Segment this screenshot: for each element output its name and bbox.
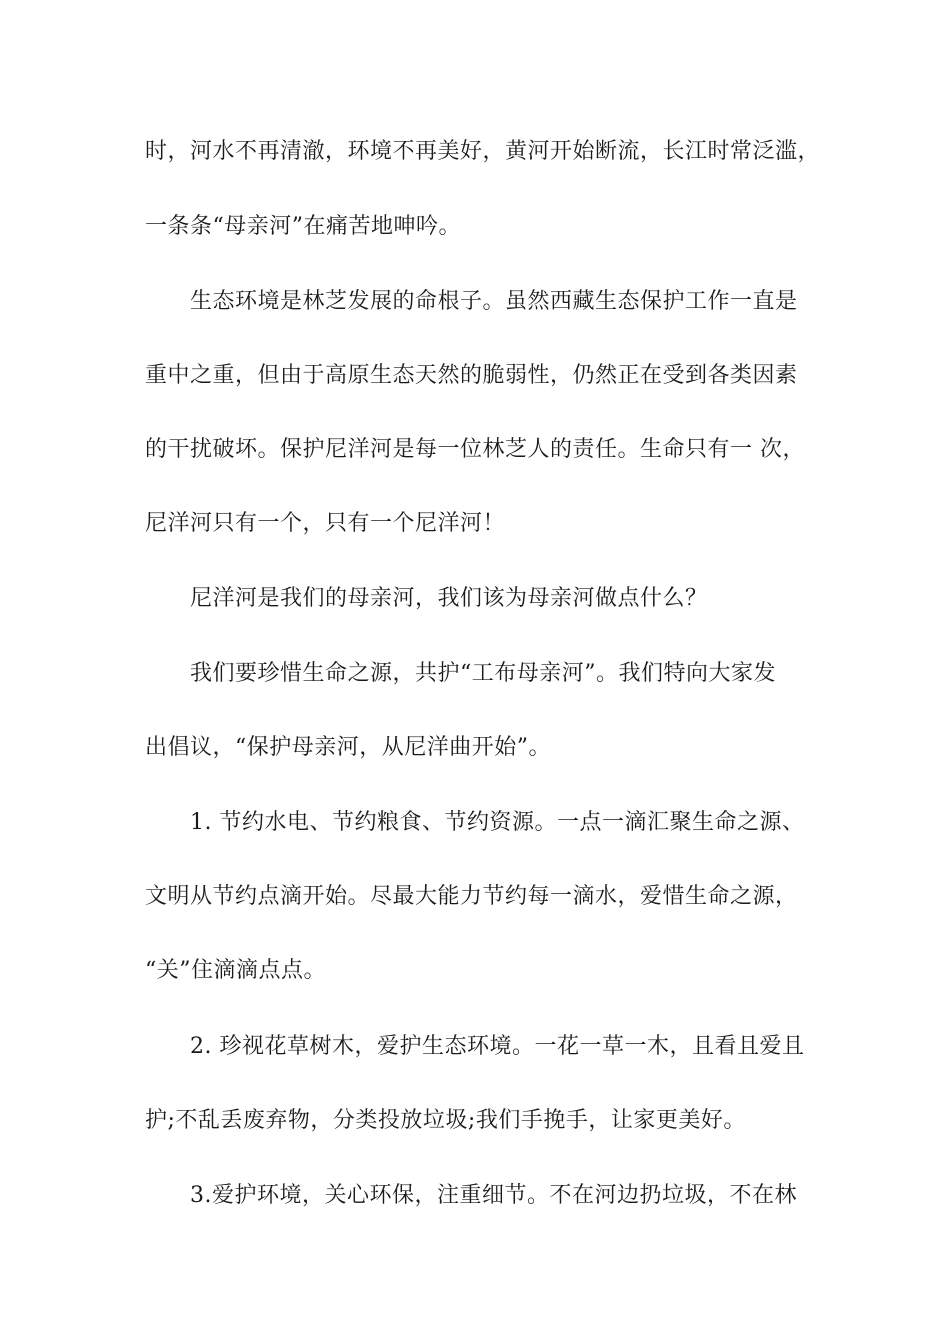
text-line: 重中之重，但由于高原生态天然的脆弱性，仍然正在受到各类因素 [145,363,798,388]
paragraph-start-line: 生态环境是林芝发展的命根子。虽然西藏生态保护工作一直是 [190,289,798,314]
list-item-line: 3.爱护环境，关心环保，注重细节。不在河边扔垃圾，不在林 [190,1183,797,1208]
text-line: 文明从节约点滴开始。尽最大能力节约每一滴水，爱惜生命之源， [145,884,798,909]
paragraph-start-line: 我们要珍惜生命之源，共护“工布母亲河”。我们特向大家发 [190,661,776,686]
text-line: 的干扰破坏。保护尼洋河是每一位林芝人的责任。生命只有一 次， [145,437,805,462]
text-line: 尼洋河只有一个，只有一个尼洋河！ [145,511,506,536]
text-line: 一条条“母亲河”在痛苦地呻吟。 [145,214,461,239]
text-line: 出倡议，“保护母亲河，从尼洋曲开始”。 [145,735,551,760]
text-line: 护;不乱丢废弃物，分类投放垃圾;我们手挽手，让家更美好。 [145,1108,746,1133]
list-item-line: 2. 珍视花草树木，爱护生态环境。一花一草一木，且看且爱且 [190,1034,805,1059]
text-line: 时，河水不再清澈，环境不再美好，黄河开始断流，长江时常泛滥， [145,139,821,164]
text-line: “关”住滴滴点点。 [145,958,326,983]
list-item-line: 1. 节约水电、节约粮食、节约资源。一点一滴汇聚生命之源、 [190,810,805,835]
paragraph-start-line: 尼洋河是我们的母亲河，我们该为母亲河做点什么？ [190,586,708,611]
